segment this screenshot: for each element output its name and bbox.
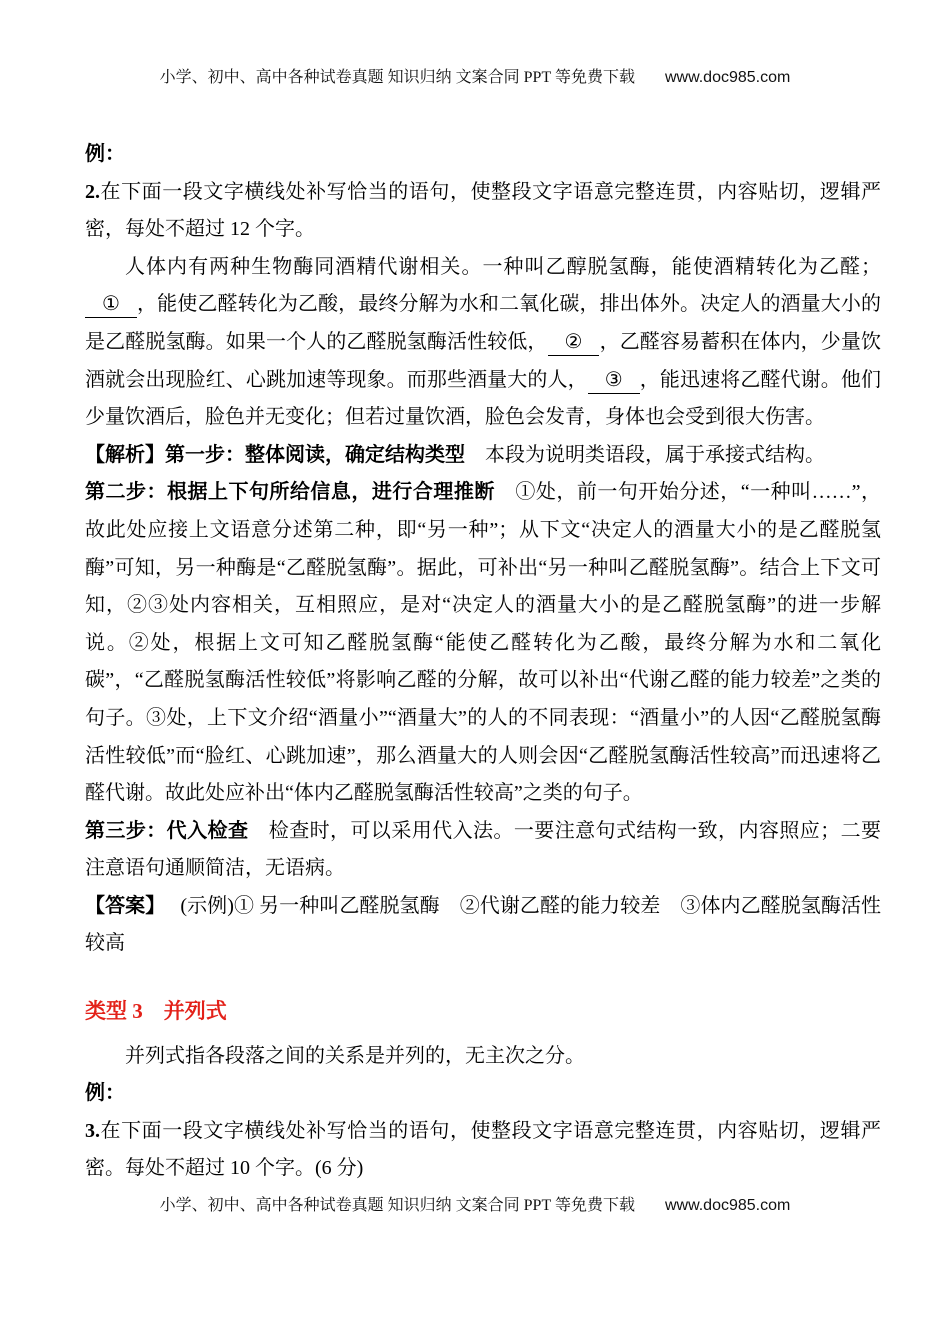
page-footer <box>0 1192 950 1215</box>
example-label-2 <box>85 1075 881 1113</box>
text-run: (示例)① 另一种叫乙醛脱氢酶 ②代谢乙醛的能力较差 ③体内乙醛脱氢酶活性较高 <box>85 894 882 955</box>
answer <box>85 888 881 963</box>
header-text: 小学、初中、高中各种试卷真题 知识归纳 文案合同 PPT 等免费下载 <box>159 69 635 86</box>
text-run: 类型 3 并列式 <box>85 999 227 1024</box>
passage-paragraph <box>85 249 881 437</box>
text-run: 并列式指各段落之间的关系是并列的，无主次之分。 <box>125 1044 585 1067</box>
document-body <box>85 136 881 1188</box>
type-3-description <box>85 1038 881 1076</box>
text-run: 在下面一段文字横线处补写恰当的语句，使整段文字语意完整连贯，内容贴切，逻辑严密，每处不超过 12 个字。 <box>85 180 881 241</box>
question-2 <box>85 174 881 249</box>
text-run: 本段为说明类语段，属于承接式结构。 <box>465 443 825 466</box>
text-run: 2. <box>85 180 100 203</box>
question-3 <box>85 1113 881 1188</box>
text-run: 例： <box>85 143 125 165</box>
blank-answer-field: ① <box>85 292 137 318</box>
text-run: 3. <box>85 1119 100 1142</box>
blank-answer-field: ③ <box>588 368 640 394</box>
text-run: 第三步：代入检查 <box>85 819 249 842</box>
text-run: 在下面一段文字横线处补写恰当的语句，使整段文字语意完整连贯，内容贴切，逻辑严密。每处不超过 10 个字。(6 分) <box>85 1119 881 1180</box>
text-run: ，能使乙醛转化为乙酸，最终分解为水和二氧化碳，排出体外。决定人的酒量大小的是乙醛脱氢酶。如果一个人的乙醛脱氢酶活性较低， <box>85 293 881 353</box>
text-run: 人体内有两种生物酶同酒精代谢相关。一种叫乙醇脱氢酶，能使酒精转化为乙醛； <box>125 255 881 278</box>
analysis-step1 <box>85 437 881 475</box>
text-run: 检查时，可以采用代入法。一要注意句式结构一致，内容照应；二要注意语句通顺简洁，无语病。 <box>85 819 882 880</box>
text-run: ①处，前一句开始分述，“一种叫……”，故此处应接上文语意分述第二种，即“另一种”；从下文“决定人的酒量大小的是乙醛脱氢酶”可知，另一种酶是“乙醛脱氢酶”。据此，可补出“另一种叫乙醛脱氢酶”。结合上下文可知，②③处内容相关，互相照应，是对“决定人的酒量大小的是乙醛脱氢酶”的进一步解说。②处，根据上文可知乙醛脱氢酶“能使乙醛转化为乙酸，最终分解为水和二氧化碳”，“乙醛脱氢酶活性较低”将影响乙醛的分解，故可以补出“代谢乙醛的能力较差”之类的句子。③处，上下文介绍“酒量小”“酒量大”的人的不同表现：“酒量小”的人因“乙醛脱氢酶活性较低”而“脸红、心跳加速”，那么酒量大的人则会因“乙醛脱氢酶活性较高”而迅速将乙醛代谢。故此处应补出“体内乙醛脱氢酶活性较高”之类的句子。 <box>85 481 881 805</box>
text-run: 【答案】 <box>85 894 156 917</box>
text-run: ，乙醛容易蓄积在体内，少量饮酒就会出现脸红、心跳加速等现象。而那些酒量大的人， <box>85 330 882 391</box>
text-run: ，能迅速将乙醛代谢。他们少量饮酒后，脸色并无变化；但若过量饮酒，脸色会发青，身体也会受到很大伤害。 <box>85 368 882 429</box>
analysis-step2 <box>85 474 881 812</box>
text-run: 第二步：根据上下句所给信息，进行合理推断 <box>85 481 495 504</box>
analysis-step3 <box>85 813 881 888</box>
page-header <box>0 64 950 87</box>
header-site-url: www.doc985.com <box>664 69 791 86</box>
text-run: 例： <box>85 1082 125 1105</box>
type-3-heading <box>85 993 881 1031</box>
blank-answer-field: ② <box>548 330 600 356</box>
footer-text: 小学、初中、高中各种试卷真题 知识归纳 文案合同 PPT 等免费下载 <box>159 1197 635 1214</box>
example-label-1 <box>85 136 881 174</box>
text-run: 【解析】第一步：整体阅读，确定结构类型 <box>85 443 465 466</box>
footer-site-url: www.doc985.com <box>664 1197 791 1214</box>
